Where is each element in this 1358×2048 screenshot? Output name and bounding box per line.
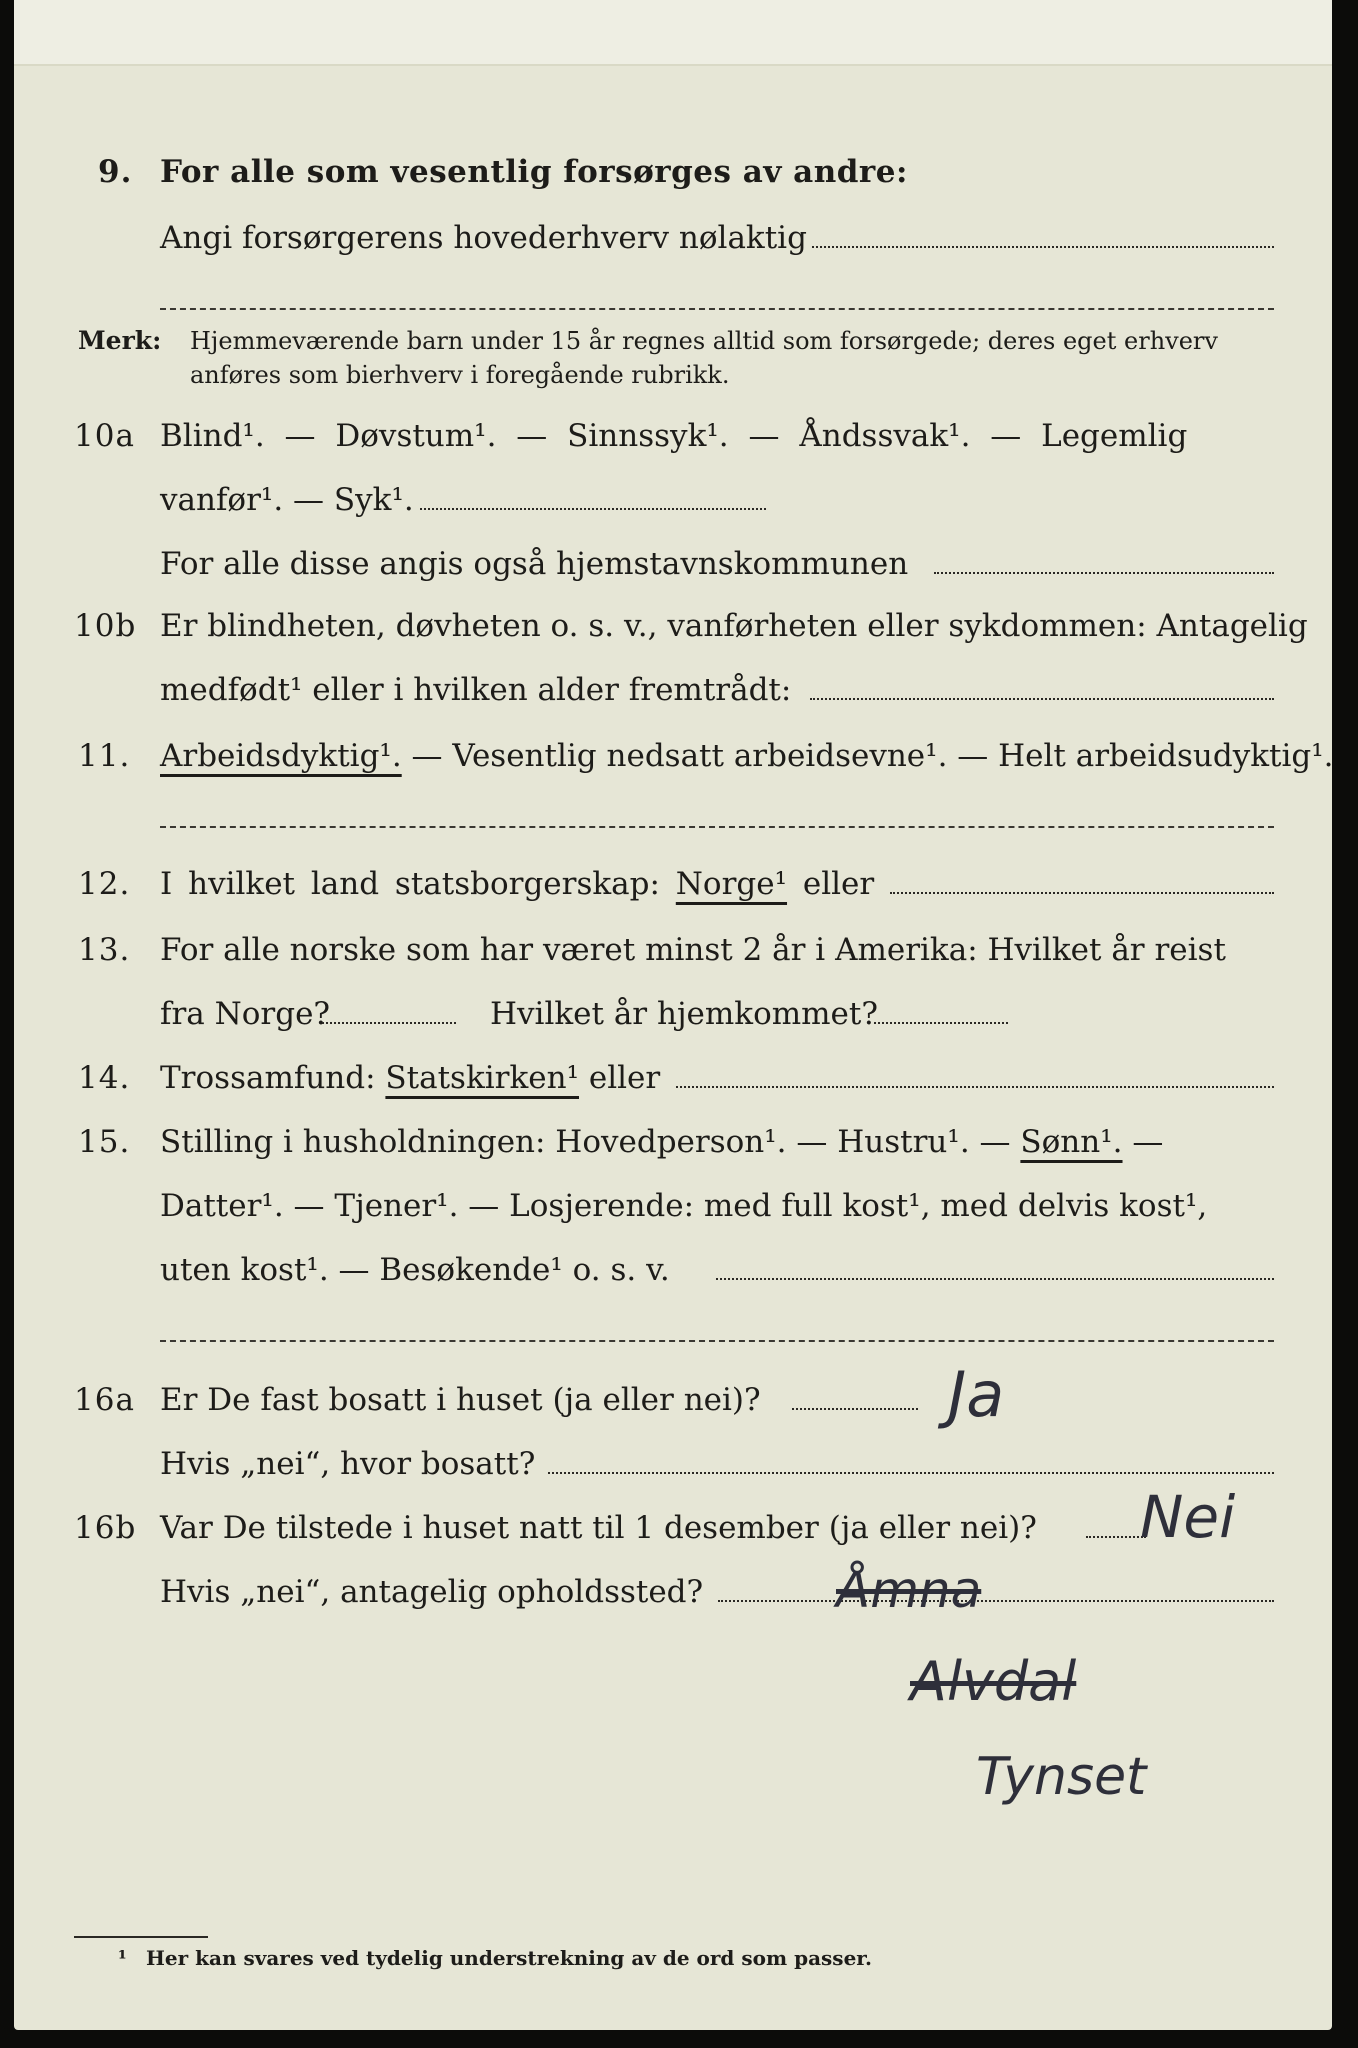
q11-line — [160, 736, 1334, 776]
merk-line-2: anføres som bierhverv i foregående rubrikk. — [190, 361, 730, 389]
q14-answer-field[interactable] — [676, 1086, 1274, 1088]
q15-underlined-option[interactable]: Sønn¹. — [1020, 1124, 1123, 1160]
q16a-number: 16a — [74, 1382, 135, 1418]
q15-line-1b: — — [1122, 1124, 1164, 1160]
q16b-line-1: Var De tilstede i huset natt til 1 desember (ja eller nei)? — [160, 1510, 1037, 1546]
q16a-line-2: Hvis „nei“, hvor bosatt? — [160, 1446, 536, 1482]
previous-page-strip — [14, 0, 1332, 66]
q15-line-3: uten kost¹. — Besøkende¹ o. s. v. — [160, 1252, 670, 1288]
q11-number: 11. — [78, 738, 131, 774]
footnote-text: Her kan svares ved tydelig understrekning av de ord som passer. — [146, 1946, 872, 1970]
q16b-line-2: Hvis „nei“, antagelig opholdssted? — [160, 1574, 704, 1610]
q16b-handwritten-answer: Nei — [1140, 1483, 1236, 1551]
q10b-line-1: Er blindheten, døvheten o. s. v., vanførheten eller sykdommen: Antagelig — [160, 608, 1308, 644]
q11-rest: — Vesentlig nedsatt arbeidsevne¹. — Helt arbeidsudyktig¹. — [401, 738, 1334, 774]
q14-underlined-option[interactable]: Statskirken¹ — [385, 1060, 579, 1096]
q13-line-1: For alle norske som har været minst 2 år i Amerika: Hvilket år reist — [160, 932, 1226, 968]
q10a-line-3: For alle disse angis også hjemstavnskommunen — [160, 546, 909, 582]
q13-departure-field[interactable] — [322, 1022, 456, 1024]
q16b-handwritten-final: Tynset — [976, 1747, 1147, 1807]
footnote-rule — [74, 1936, 208, 1938]
q13-number: 13. — [78, 932, 131, 968]
q15-line-1a: Stilling i husholdningen: Hovedperson¹. — Hustru¹. — — [160, 1124, 1021, 1160]
q11-underlined-option[interactable]: Arbeidsdyktig¹. — [160, 738, 402, 774]
q16b-answer-field[interactable] — [1086, 1536, 1146, 1538]
q9-number: 9. — [98, 154, 133, 190]
q13-line-2a: fra Norge? — [160, 996, 331, 1032]
q16b-handwritten-struck-1: Åmna — [836, 1561, 982, 1619]
q11-separator — [160, 826, 1274, 828]
q16b-handwritten-struck-2: Alvdal — [910, 1650, 1077, 1713]
q16a-handwritten-answer: Ja — [948, 1358, 1005, 1431]
footnote-mark: ¹ — [118, 1946, 127, 1970]
q15-answer-field[interactable] — [716, 1278, 1274, 1280]
q10a-answer-field[interactable] — [420, 508, 766, 510]
q12-suffix: eller — [787, 866, 875, 902]
merk-line-1: Hjemmeværende barn under 15 år regnes alltid som forsørgede; deres eget erhverv — [190, 327, 1218, 355]
q10a-line-2: vanfør¹. — Syk¹. — [160, 482, 414, 518]
q10a-hometown-field[interactable] — [934, 572, 1274, 574]
q14-suffix: eller — [579, 1060, 661, 1096]
q14-prefix: Trossamfund: — [160, 1060, 386, 1096]
q16a-answer-field[interactable] — [792, 1408, 918, 1410]
q12-number: 12. — [78, 866, 131, 902]
q15-number: 15. — [78, 1124, 131, 1160]
q10b-line-2: medfødt¹ eller i hvilken alder fremtrådt: — [160, 672, 792, 708]
q12-underlined-option[interactable]: Norge¹ — [675, 866, 788, 902]
q12-answer-field[interactable] — [890, 892, 1274, 894]
q10b-answer-field[interactable] — [810, 698, 1274, 700]
q14-number: 14. — [78, 1060, 131, 1096]
q15-separator — [160, 1340, 1274, 1342]
q16b-number: 16b — [74, 1510, 137, 1546]
q10b-number: 10b — [74, 608, 137, 644]
q15-line-2: Datter¹. — Tjener¹. — Losjerende: med full kost¹, med delvis kost¹, — [160, 1188, 1208, 1224]
q9-title: For alle som vesentlig forsørges av andre: — [160, 154, 908, 190]
q14-line — [160, 1058, 660, 1098]
q13-return-field[interactable] — [874, 1022, 1008, 1024]
q16a-line-1: Er De fast bosatt i huset (ja eller nei)? — [160, 1382, 761, 1418]
q16b-location-field[interactable] — [718, 1600, 1274, 1602]
q9-line: Angi forsørgerens hovederhverv nølaktig — [160, 220, 807, 256]
q15-line-1 — [160, 1122, 1163, 1162]
q16a-residence-field[interactable] — [548, 1472, 1274, 1474]
q9-separator — [160, 308, 1274, 310]
q10a-line-1: Blind¹. — Døvstum¹. — Sinnssyk¹. — Åndssvak¹. — Legemlig — [160, 418, 1188, 454]
q13-line-2b: Hvilket år hjemkommet? — [490, 996, 878, 1032]
q12-line — [160, 864, 874, 904]
merk-label: Merk: — [78, 326, 162, 355]
q10a-number: 10a — [74, 418, 135, 454]
q9-answer-field[interactable] — [812, 246, 1274, 248]
q12-prefix: I hvilket land statsborgerskap: — [160, 866, 660, 902]
